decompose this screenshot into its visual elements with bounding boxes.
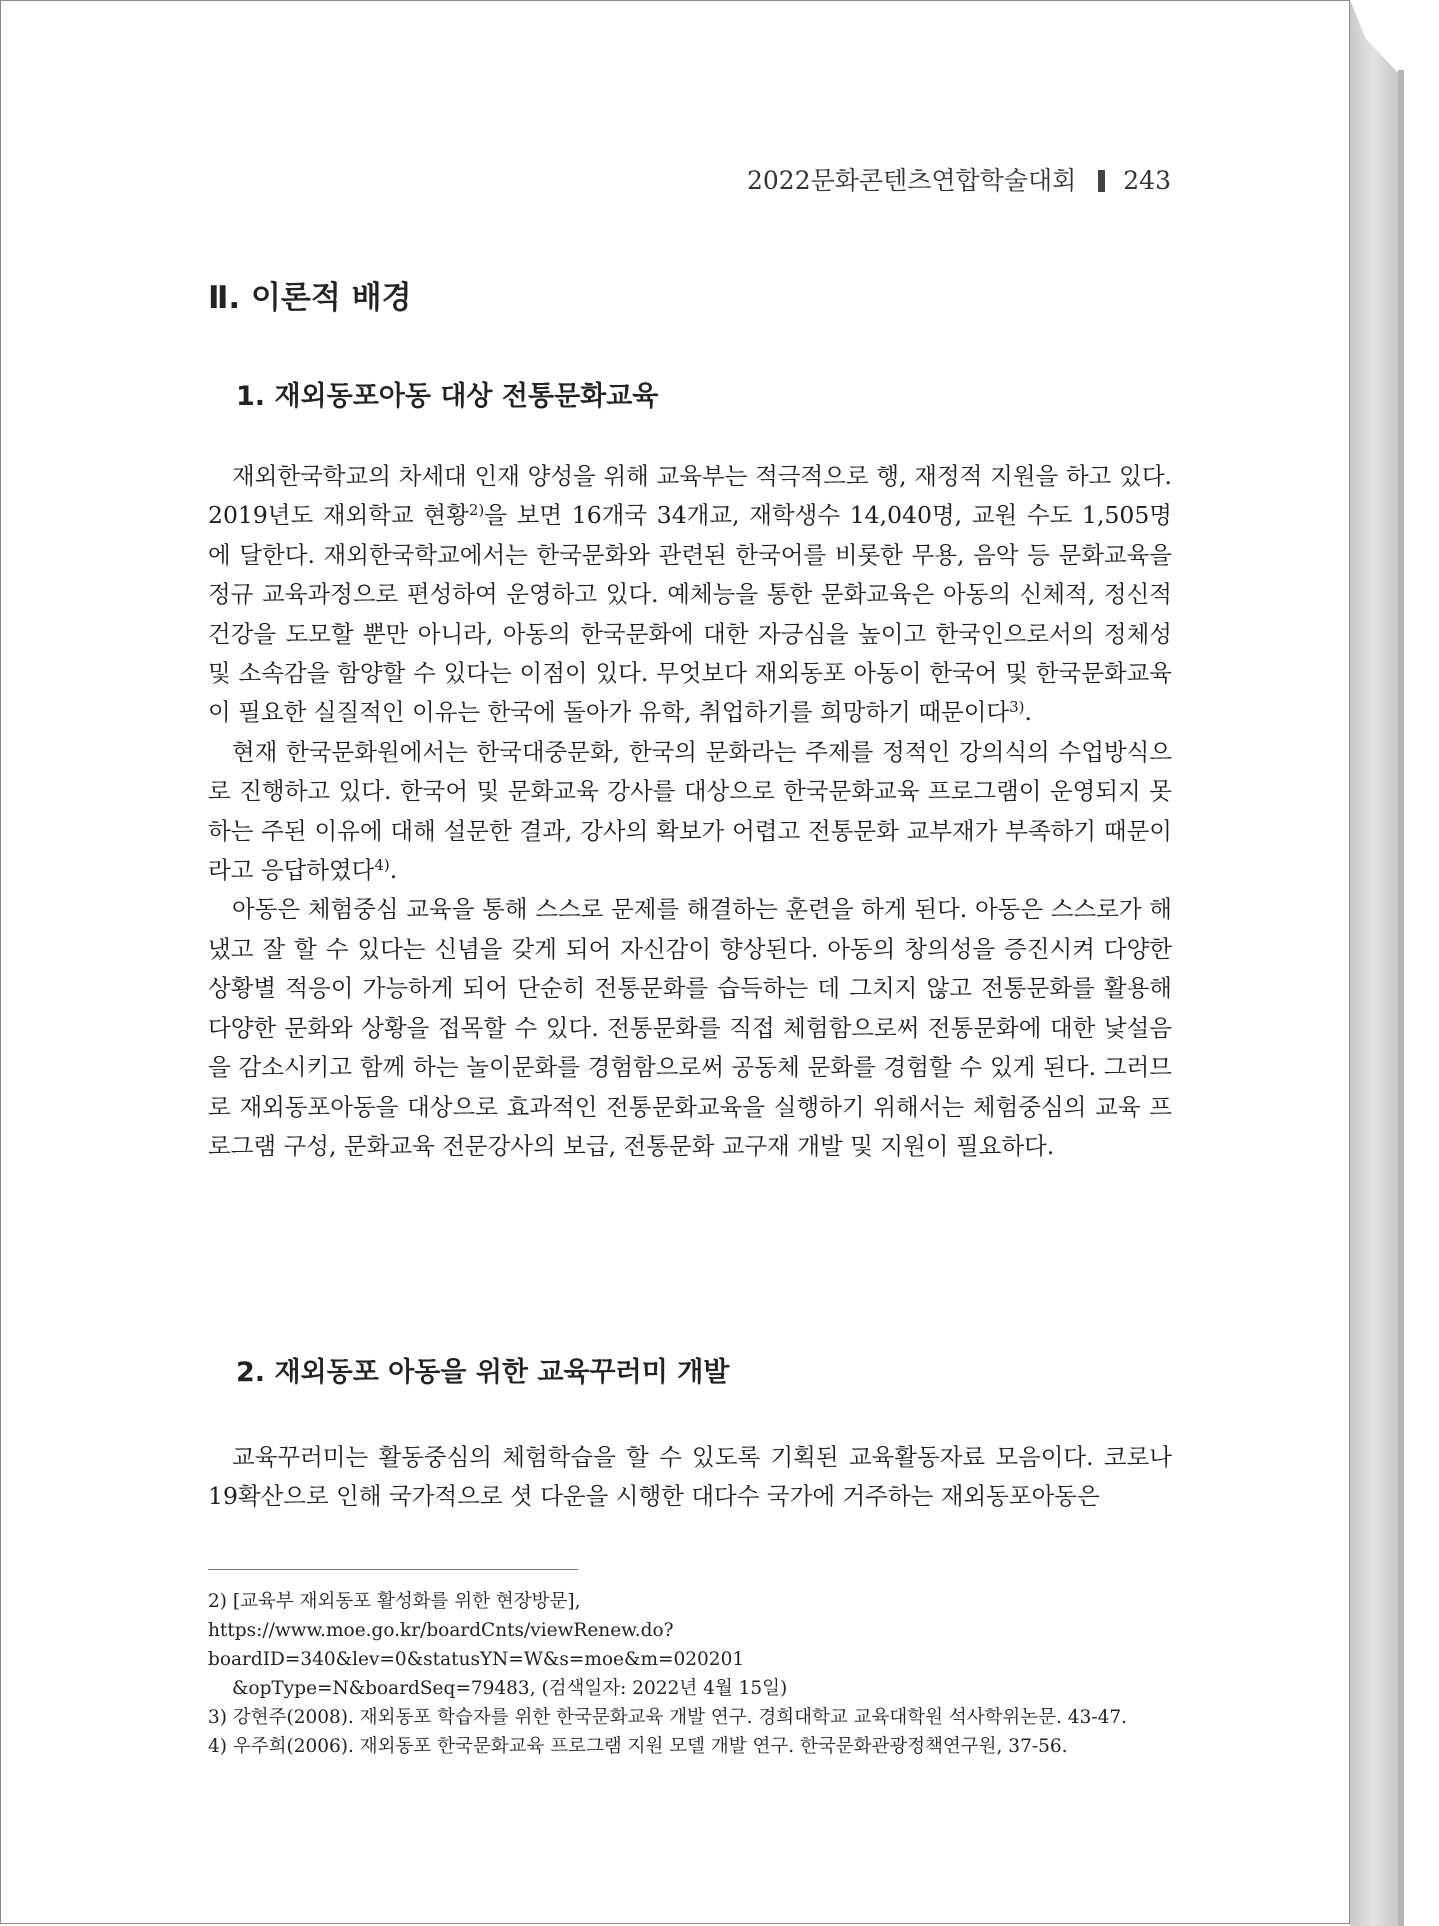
footnote-2-title: 2) [교육부 재외동포 활성화를 위한 현장방문], <box>208 1591 581 1612</box>
subsection-title-2: 2. 재외동포 아동을 위한 교육꾸러미 개발 <box>236 1357 730 1388</box>
footnote-ref-3[interactable]: 3) <box>1009 698 1025 717</box>
footnotes <box>208 1587 1183 1761</box>
footnote-4: 4) 우주희(2006). 재외동포 한국문화교육 프로그램 지원 모델 개발 연구. 한국문화관광정책연구원, 37-56. <box>208 1736 1068 1757</box>
page-number: 243 <box>1123 166 1171 195</box>
footnote-2-url[interactable]: https://www.moe.go.kr/boardCnts/viewRenew.do?boardID=340&lev=0&statusYN=W&s=moe&m=020201 <box>208 1620 745 1670</box>
footnote-ref-2[interactable]: 2) <box>468 501 485 520</box>
paragraph-2: 현재 한국문화원에서는 한국대중문화, 한국의 문화라는 주제를 정적인 강의식의 수업방식으로 진행하고 있다. 한국어 및 문화교육 강사를 대상으로 한국문화교육 프로그램이 운영되지 못하는 주된 이유에 대해 설문한 결과, 강사의 확보가 어렵고 전통문화 교부재가 부족하기 때문이라고 응답하였다$^{4)}$. <box>208 737 1172 885</box>
running-header <box>747 161 1171 197</box>
page-stack-shadow <box>1398 70 1404 1926</box>
footnote-3: 3) 강현주(2008). 재외동포 학습자를 위한 한국문화교육 개발 연구. 경희대학교 교육대학원 석사학위논문. 43-47. <box>208 1707 1128 1728</box>
footnote-2-params: &opType=N&boardSeq=79483, (검색일자: 2022년 4월 15일) <box>232 1678 788 1699</box>
section-title: Ⅱ. 이론적 배경 <box>208 280 412 316</box>
body-section-2 <box>208 1438 1172 1517</box>
paragraph-3: 아동은 체험중심 교육을 통해 스스로 문제를 해결하는 훈련을 하게 된다. 아동은 스스로가 해냈고 잘 할 수 있다는 신념을 갖게 되어 자신감이 향상된다. 아동의 창의성을 증진시켜 다양한 상황별 적응이 가능하게 되어 단순히 전통문화를 습득하는 데 그치지 않고 전통문화를 활용해 다양한 문화와 상황을 접목할 수 있다. 전통문화를 직접 체험함으로써 전통문화에 대한 낯설음을 감소시키고 함께 하는 놀이문화를 경험함으로써 공동체 문화를 경험할 수 있게 된다. 그러므로 재외동포아동을 대상으로 효과적인 전통문화교육을 실행하기 위해서는 체험중심의 교육 프로그램 구성, 문화교육 전문강사의 보급, 전통문화 교구재 개발 및 지원이 필요하다. <box>208 895 1172 1160</box>
page-stack-edge <box>1350 0 1402 1926</box>
footnote-divider <box>208 1569 578 1570</box>
header-separator <box>1098 170 1105 192</box>
paragraph-1: 재외한국학교의 차세대 인재 양성을 위해 교육부는 적극적으로 행, 재정적 지원을 하고 있다. 2019년도 재외학교 현황$^{2)}$을 보면 16개국 34개교, 재학생수 14,040명, 교원 수도 1,505명에 달한다. 재외한국학교에서는 한국문화와 관련된 한국어를 비롯한 무용, 음악 등 문화교육을 정규 교육과정으로 편성하여 운영하고 있다. 예체능을 통한 문화교육은 아동의 신체적, 정신적 건강을 도모할 뿐만 아니라, 아동의 한국문화에 대한 자긍심을 높이고 한국인으로서의 정체성 및 소속감을 함양할 수 있다는 이점이 있다. 무엇보다 재외동포 아동이 한국어 및 한국문화교육이 필요한 실질적인 이유는 한국에 돌아가 유학, 취업하기를 희망하기 때문이다$^{3)}$. <box>208 462 1172 727</box>
conference-name: 2022문화콘텐츠연합학술대회 <box>747 166 1077 195</box>
footnote-ref-4[interactable]: 4) <box>374 856 390 875</box>
subsection-title-1: 1. 재외동포아동 대상 전통문화교육 <box>236 381 659 412</box>
paragraph-4: 교육꾸러미는 활동중심의 체험학습을 할 수 있도록 기획된 교육활동자료 모음이다. 코로나19확산으로 인해 국가적으로 셧 다운을 시행한 대다수 국가에 거주하는 재외동포아동은 <box>208 1443 1172 1511</box>
body-section-1 <box>208 457 1172 1166</box>
